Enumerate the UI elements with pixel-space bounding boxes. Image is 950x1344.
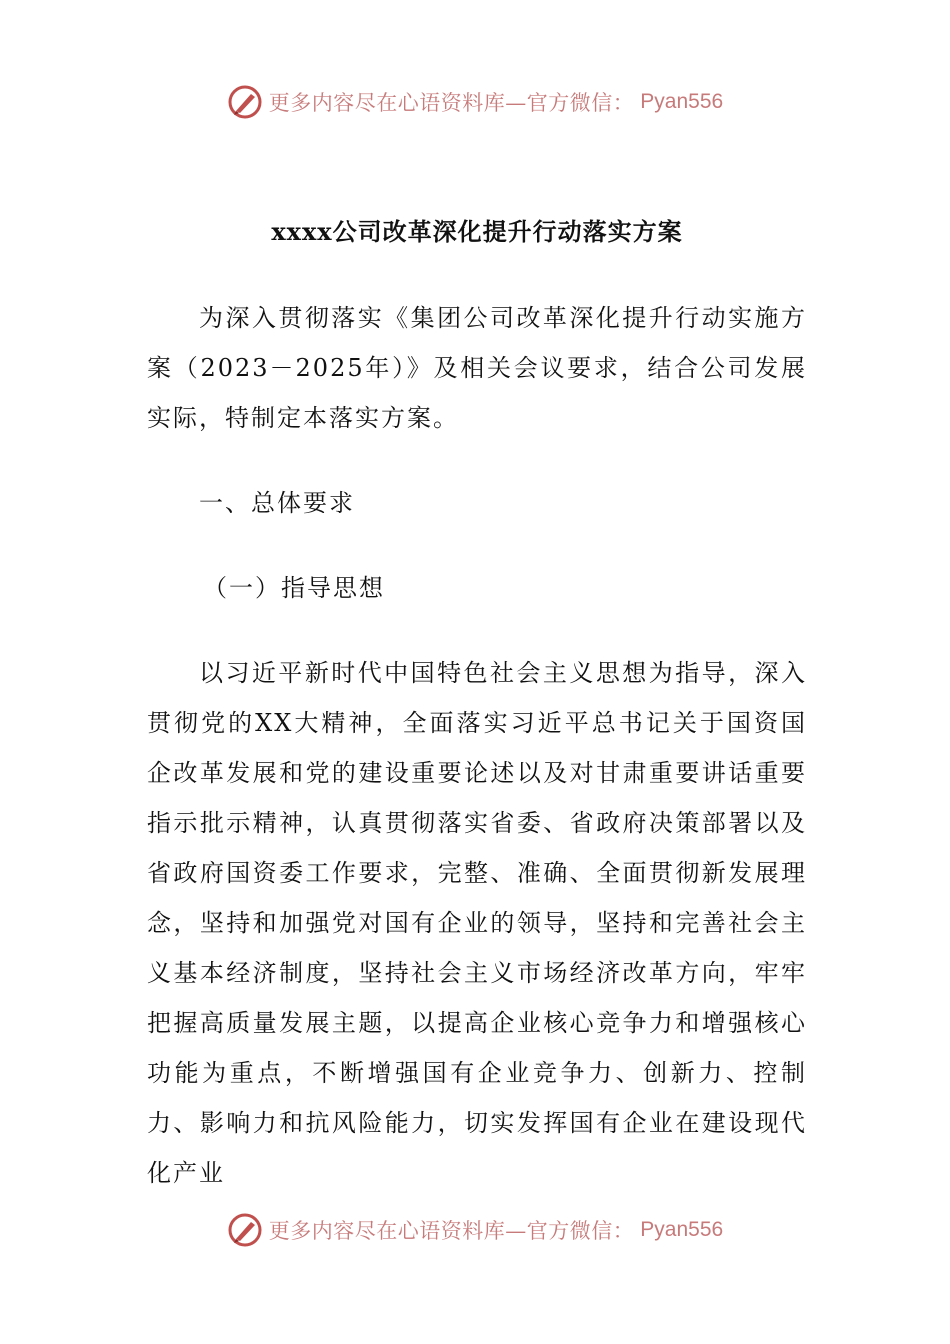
- watermark-text: 更多内容尽在心语资料库—官方微信：: [268, 1219, 635, 1243]
- footer-watermark: [0, 1210, 950, 1250]
- body-paragraph: 以习近平新时代中国特色社会主义思想为指导，深入贯彻党的XX大精神，全面落实习近平总书记关于国资国企改革发展和党的建设重要论述以及对甘肃重要讲话重要指示批示精神，认真贯彻落实省委、省政府决策部署以及省政府国资委工作要求，完整、准确、全面贯彻新发展理念，坚持和加强党对国有企业的领导，坚持和完善社会主义基本经济制度，坚持社会主义市场经济改革方向，牢牢把握高质量发展主题，以提高企业核心竞争力和增强核心功能为重点，不断增强国有企业竞争力、创新力、控制力、影响力和抗风险能力，切实发挥国有企业在建设现代化产业: [147, 659, 807, 1187]
- document-title: xxxx公司改革深化提升行动落实方案: [271, 217, 683, 246]
- section-heading: 一、总体要求: [199, 489, 355, 517]
- watermark-wechat-id: Pyan556: [640, 90, 724, 113]
- pen-logo-icon: [227, 84, 263, 120]
- pen-logo-icon: [227, 1212, 263, 1248]
- intro-paragraph: 为深入贯彻落实《集团公司改革深化提升行动实施方案（2023－2025年）》及相关会议要求，结合公司发展实际，特制定本落实方案。: [147, 304, 807, 432]
- header-watermark: [0, 82, 950, 122]
- watermark-wechat-id: Pyan556: [640, 1218, 724, 1241]
- watermark-text: 更多内容尽在心语资料库—官方微信：: [268, 91, 635, 115]
- subsection-heading: （一）指导思想: [203, 574, 385, 602]
